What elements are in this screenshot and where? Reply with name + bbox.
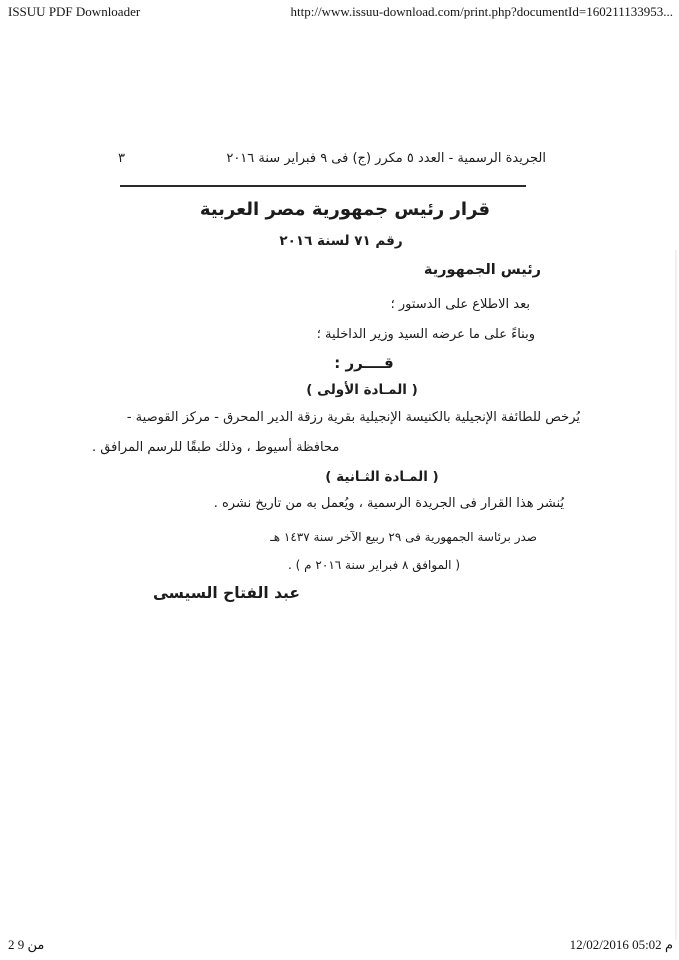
gazette-issue-info: الجريدة الرسمية - العدد ٥ مكرر (ج) فى ٩ فبراير سنة ٢٠١٦ — [226, 151, 546, 166]
article-2-text: يُنشر هذا القرار فى الجريدة الرسمية ، ويُعمل به من تاريخ نشره . — [213, 496, 564, 511]
gazette-page-number: ٣ — [118, 151, 125, 166]
preamble-line-2: وبناءً على ما عرضه السيد وزير الداخلية ؛ — [316, 327, 535, 342]
article-2-heading: ( المـادة الثـانية ) — [325, 469, 439, 485]
article-1-text-line-2: محافظة أسيوط ، وذلك طبقًا للرسم المرافق . — [92, 440, 340, 455]
footer-timestamp: 12/02/2016 05:02 م — [569, 937, 673, 952]
gazette-header-line — [118, 151, 546, 166]
decree-number: رقم ٧١ لسنة ٢٠١٦ — [279, 233, 403, 249]
gazette-header-rule — [120, 185, 526, 187]
authority-heading: رئيس الجمهورية — [423, 262, 541, 278]
issued-date-hijri: صدر برئاسة الجمهورية فى ٢٩ ربيع الآخر سنة ١٤٣٧ هـ — [270, 530, 537, 544]
app-title: ISSUU PDF Downloader — [8, 4, 141, 19]
article-1-heading: ( المـادة الأولى ) — [306, 382, 418, 398]
signature: عبد الفتاح السيسى — [153, 584, 300, 602]
decided-word: قــــرر : — [334, 354, 394, 372]
scan-artifact — [675, 250, 677, 940]
print-url: http://www.issuu-download.com/print.php?documentId=160211133953... — [290, 4, 673, 19]
issued-date-gregorian: ( الموافق ٨ فبراير سنة ٢٠١٦ م ) . — [288, 558, 460, 572]
article-1-text-line-1: يُرخص للطائفة الإنجيلية بالكنيسة الإنجيلية بقرية رزقة الدير المحرق - مركز القوصية - — [126, 410, 580, 425]
decree-title: قرار رئيس جمهورية مصر العربية — [199, 199, 491, 220]
footer-page-info: 2 9 من — [8, 937, 45, 952]
preamble-line-1: بعد الاطلاع على الدستور ؛ — [390, 297, 530, 312]
